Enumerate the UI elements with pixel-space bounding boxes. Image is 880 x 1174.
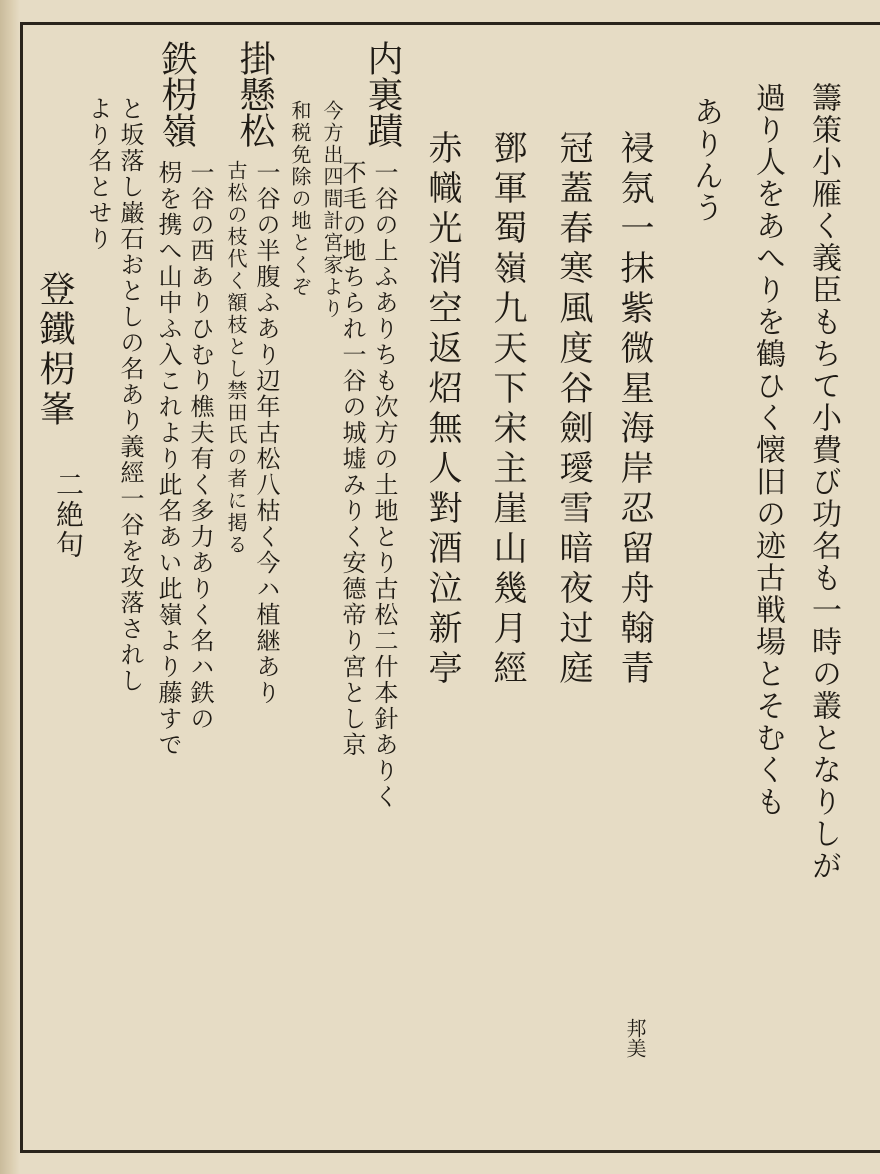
dairi-line-2: 不毛の地ちられ一谷の城墟みりく安德帝り宮とし京 xyxy=(338,160,366,758)
tekkai-line-1: 一谷の西ありひむり樵夫有く多力ありく名ハ鉄の xyxy=(186,160,214,732)
poem-author: 邦美 xyxy=(623,1018,647,1058)
dairi-line-4: 和税免除の地とくぞ xyxy=(288,100,312,298)
kokeshou-line-2: 古松の枝代く額枝とし禁田氏の者に掲る xyxy=(224,160,248,556)
tekkai-line-2: 枴を携へ山中ふ入これより此名あい此嶺より藤すで xyxy=(154,160,182,758)
kokeshou-line-1: 一谷の半腹ふあり辺年古松八枯く今ハ植継あり xyxy=(252,160,280,706)
frame-border-bottom xyxy=(20,1150,880,1153)
prose-line-2: 過り人をあへりを鶴ひく懐旧の迹古戦場とそむくも xyxy=(750,82,785,818)
poem-title-note: 二絶句 xyxy=(52,470,85,560)
prose-line-3: ありんう xyxy=(688,96,723,224)
dairi-heading: 内裏蹟 xyxy=(362,40,403,148)
poem-title: 登鐵枴峯 xyxy=(34,270,75,430)
kokeshou-heading: 掛懸松 xyxy=(234,40,275,148)
tekkai-line-4: より名とせり xyxy=(84,96,112,252)
prose-line-1: 籌策小雁く義臣もちて小費び功名も一時の叢となりしが xyxy=(806,82,841,882)
book-spine xyxy=(0,0,20,1174)
poem-line-4: 赤幟光消空返炤無人對酒泣新亭 xyxy=(422,130,462,690)
frame-border-top xyxy=(20,22,880,25)
poem-line-3: 鄧軍蜀嶺九天下宋主崖山幾月經 xyxy=(487,130,527,690)
dairi-line-1: 一谷の上ふありちも次方の土地とり古松二什本針ありく xyxy=(370,160,398,810)
tekkai-heading: 鉄枴嶺 xyxy=(156,40,197,148)
poem-line-2: 冠蓋春寒風度谷劍璦雪暗夜过庭 xyxy=(553,130,593,690)
poem-line-1: 祲氛一抹紫微星海岸忍留舟翰青 xyxy=(614,130,654,690)
tekkai-line-3: と坂落し巌石おとしの名あり義經一谷を攻落されし xyxy=(116,96,144,694)
frame-border-left xyxy=(20,22,23,1152)
dairi-line-3: 今方出四間計宮家より xyxy=(320,100,344,320)
